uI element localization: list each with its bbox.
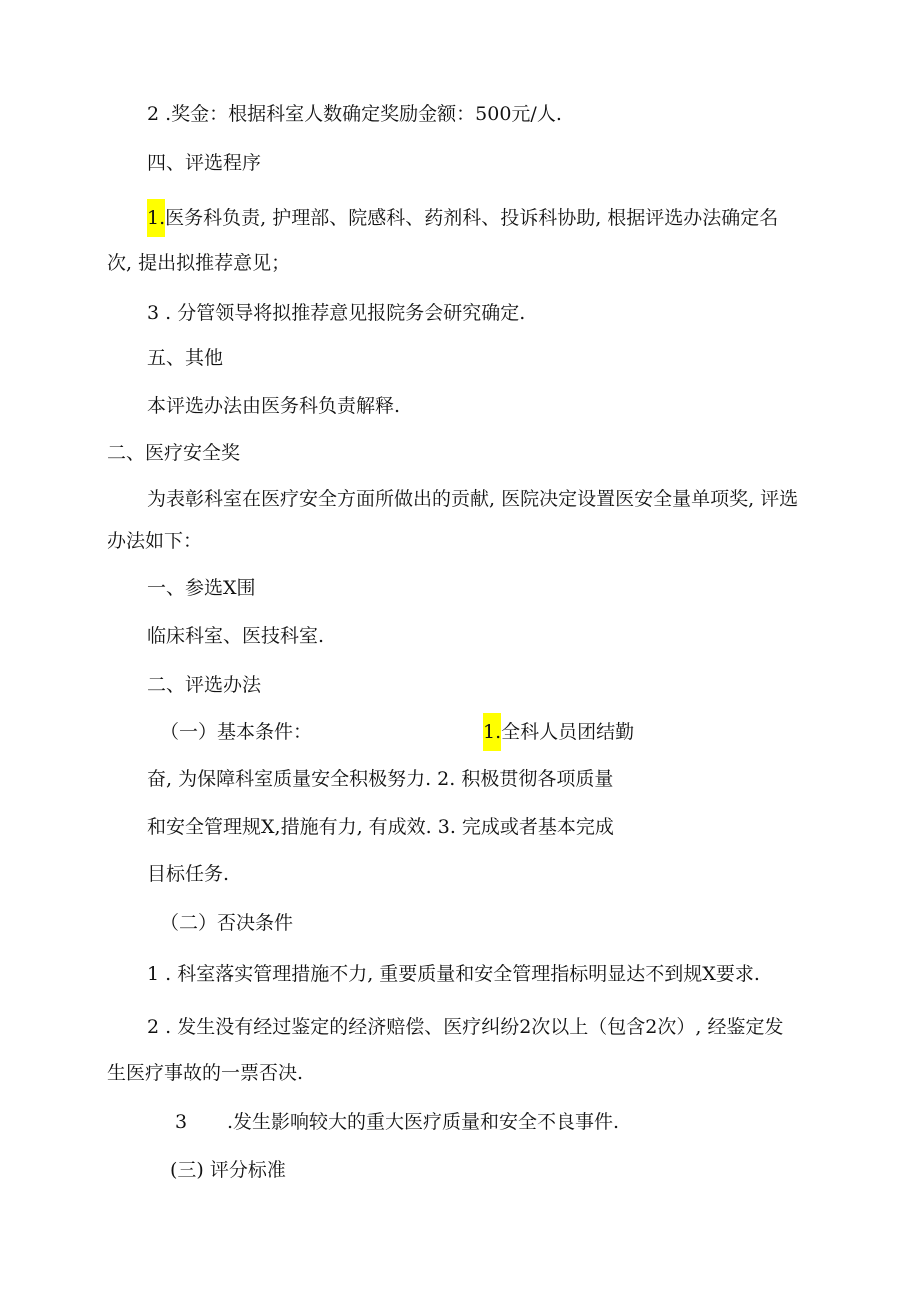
highlighted-number: 1. [483, 713, 501, 751]
section-heading: 二、评选办法 [147, 674, 262, 696]
subsection-heading: (三) 评分标准 [170, 1159, 286, 1181]
section-heading: 二、医疗安全奖 [107, 442, 241, 464]
line-text: .发生影响较大的重大医疗质量和安全不良事件. [227, 1111, 620, 1133]
doc-line: 和安全管理规X,措施有力, 有成效. 3. 完成或者基本完成 [147, 816, 614, 838]
doc-line: 为表彰科室在医疗安全方面所做出的贡献, 医院决定设置医安全量单项奖, 评选 [147, 488, 799, 510]
doc-line: 3 . 分管领导将拟推荐意见报院务会研究确定. [147, 302, 526, 324]
doc-line: 1 . 科室落实管理措施不力, 重要质量和安全管理指标明显达不到规X要求. [147, 963, 760, 985]
doc-line: 2 .奖金：根据科室人数确定奖励金额：500元/人. [147, 103, 562, 125]
subsection-heading: （一）基本条件： [160, 721, 313, 743]
doc-line: 生医疗事故的一票否决. [107, 1062, 304, 1084]
section-heading: 四、评选程序 [147, 152, 262, 174]
doc-line: 本评选办法由医务科负责解释. [147, 395, 401, 417]
doc-line [147, 205, 778, 237]
doc-line: 次, 提出拟推荐意见； [107, 252, 291, 274]
line-number: 3 [175, 1111, 188, 1133]
line-text: 医务科负责, 护理部、院感科、药剂科、投诉科协助, 根据评选办法确定名 [165, 207, 779, 229]
line-text: 全科人员团结勤 [501, 721, 635, 743]
doc-line: 办法如下： [107, 530, 203, 552]
doc-line: 2 . 发生没有经过鉴定的经济赔偿、医疗纠纷2次以上（包含2次）, 经鉴定发 [147, 1016, 784, 1038]
subsection-heading: （二）否决条件 [160, 912, 294, 934]
doc-line [175, 1109, 619, 1135]
doc-line: 奋, 为保障科室质量安全积极努力. 2. 积极贯彻各项质量 [147, 768, 614, 790]
section-heading: 一、参选X围 [147, 577, 256, 599]
doc-line: 临床科室、医技科室. [147, 625, 325, 647]
doc-line [483, 719, 634, 751]
doc-line: 目标任务. [147, 863, 230, 885]
highlighted-number: 1. [147, 199, 165, 237]
section-heading: 五、其他 [147, 347, 224, 369]
